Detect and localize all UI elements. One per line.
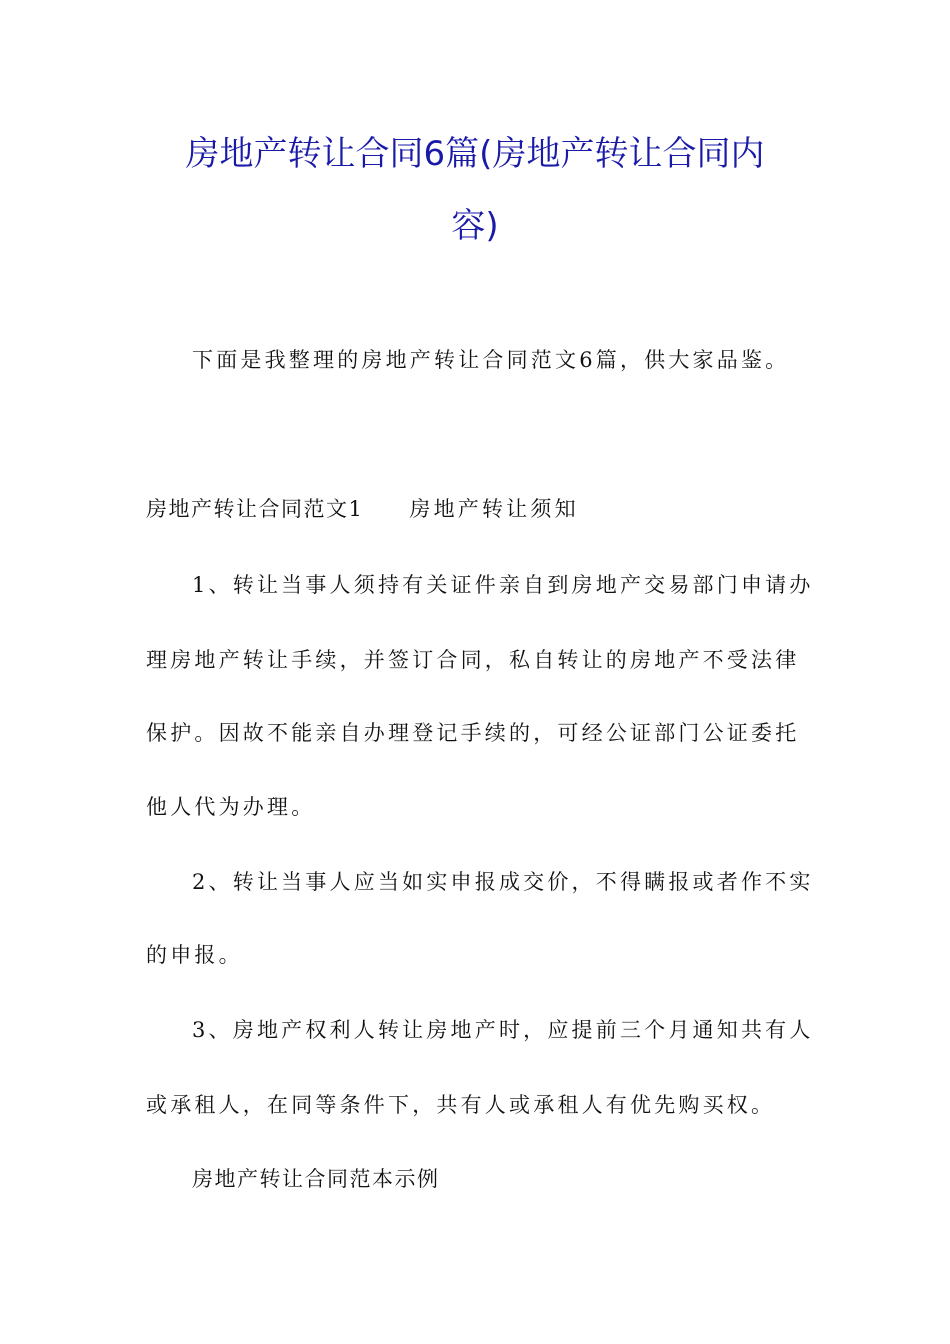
item-2-line-2: 的申报。 — [146, 943, 243, 967]
item-3-line-1: 3、房地产权利人转让房地产时，应提前三个月通知共有人 — [192, 1018, 814, 1042]
section-label: 房地产转让合同范文1 — [146, 497, 364, 521]
section-subtitle: 房地产转让须知 — [409, 497, 579, 521]
item-1-line-4: 他人代为办理。 — [146, 795, 316, 819]
section-heading — [146, 494, 579, 524]
item-3-line-2: 或承租人，在同等条件下，共有人或承租人有优先购买权。 — [146, 1093, 776, 1117]
intro-paragraph: 下面是我整理的房地产转让合同范文6篇，供大家品鉴。 — [192, 348, 790, 372]
item-1-line-2: 理房地产转让手续，并签订合同，私自转让的房地产不受法律 — [146, 648, 800, 672]
item-2-line-1: 2、转让当事人应当如实申报成交价，不得瞒报或者作不实 — [192, 870, 814, 894]
document-title-line-2: 容) — [451, 206, 499, 246]
document-title-line-1: 房地产转让合同6篇(房地产转让合同内 — [185, 134, 765, 174]
item-1-line-1: 1、转让当事人须持有关证件亲自到房地产交易部门申请办 — [192, 573, 814, 597]
item-1-line-3: 保护。因故不能亲自办理登记手续的，可经公证部门公证委托 — [146, 721, 800, 745]
sample-heading: 房地产转让合同范本示例 — [192, 1167, 440, 1191]
